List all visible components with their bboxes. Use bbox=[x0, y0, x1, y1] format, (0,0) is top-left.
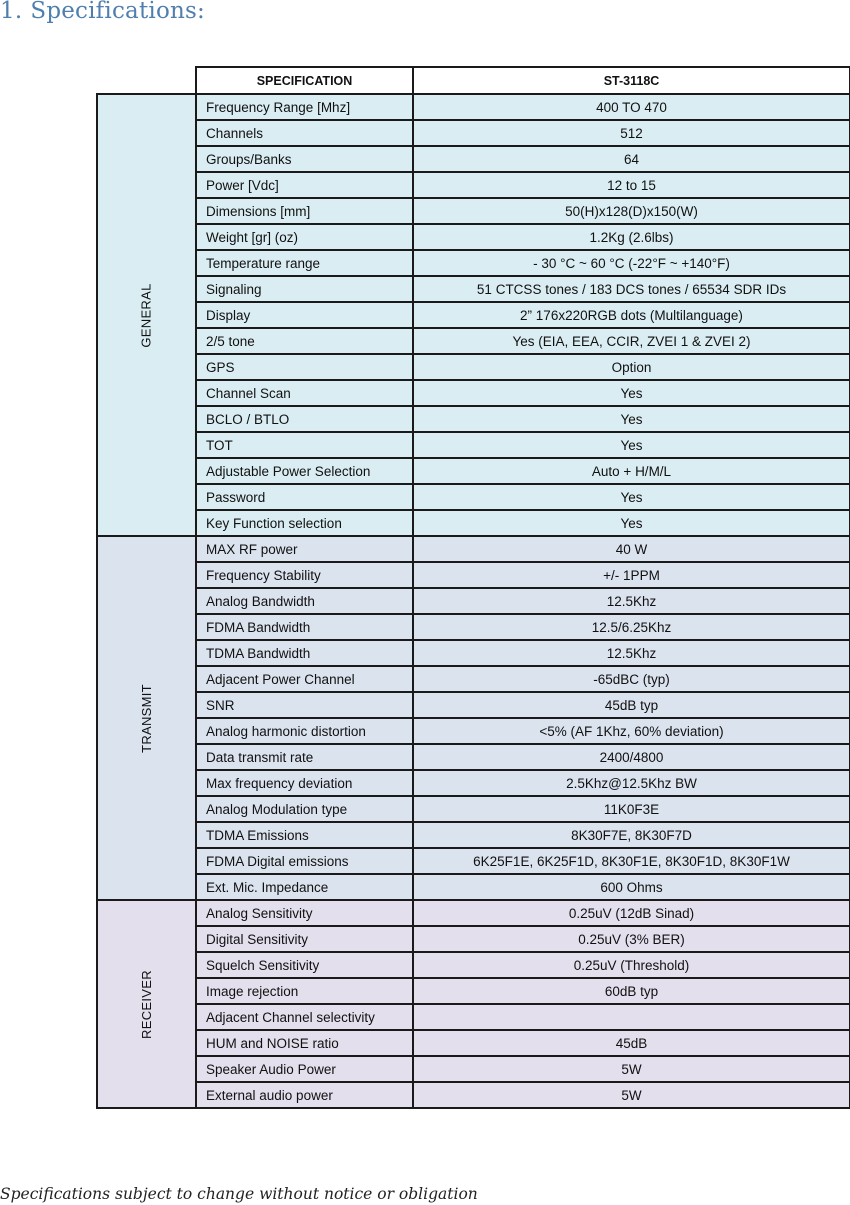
table-row bbox=[97, 952, 850, 978]
spec-value: Option bbox=[413, 354, 850, 380]
footnote: Specifications subject to change without notice or obligation bbox=[0, 1185, 478, 1203]
spec-value: 400 TO 470 bbox=[413, 94, 850, 120]
spec-label: TDMA Emissions bbox=[196, 822, 413, 848]
table-row bbox=[97, 562, 850, 588]
spec-label: Image rejection bbox=[196, 978, 413, 1004]
heading-number: 1. bbox=[0, 0, 23, 24]
table-row bbox=[97, 692, 850, 718]
spec-value: 1.2Kg (2.6lbs) bbox=[413, 224, 850, 250]
header-blank-cell bbox=[97, 67, 196, 94]
spec-value: - 30 °C ~ 60 °C (-22°F ~ +140°F) bbox=[413, 250, 850, 276]
spec-label: Password bbox=[196, 484, 413, 510]
spec-value: 12.5Khz bbox=[413, 588, 850, 614]
spec-value: +/- 1PPM bbox=[413, 562, 850, 588]
group-label-receiver: RECEIVER bbox=[139, 969, 154, 1039]
spec-label: Groups/Banks bbox=[196, 146, 413, 172]
spec-value: Auto + H/M/L bbox=[413, 458, 850, 484]
spec-label: Power [Vdc] bbox=[196, 172, 413, 198]
table-row bbox=[97, 588, 850, 614]
spec-value: 600 Ohms bbox=[413, 874, 850, 900]
spec-label: External audio power bbox=[196, 1082, 413, 1108]
table-row bbox=[97, 172, 850, 198]
spec-value: 12 to 15 bbox=[413, 172, 850, 198]
table-row bbox=[97, 1056, 850, 1082]
spec-label: Adjacent Channel selectivity bbox=[196, 1004, 413, 1030]
table-row bbox=[97, 1030, 850, 1056]
group-label-general: GENERAL bbox=[138, 282, 154, 348]
table-row bbox=[97, 458, 850, 484]
spec-label: HUM and NOISE ratio bbox=[196, 1030, 413, 1056]
spec-label: Speaker Audio Power bbox=[196, 1056, 413, 1082]
spec-value: 60dB typ bbox=[413, 978, 850, 1004]
table-row bbox=[97, 926, 850, 952]
table-row bbox=[97, 822, 850, 848]
table-row bbox=[97, 484, 850, 510]
header-specification: SPECIFICATION bbox=[196, 67, 413, 94]
specifications-table bbox=[96, 66, 850, 1109]
spec-value: 512 bbox=[413, 120, 850, 146]
table-row bbox=[97, 224, 850, 250]
spec-label: Digital Sensitivity bbox=[196, 926, 413, 952]
spec-value: Yes bbox=[413, 380, 850, 406]
spec-label: Squelch Sensitivity bbox=[196, 952, 413, 978]
spec-value: 2” 176x220RGB dots (Multilanguage) bbox=[413, 302, 850, 328]
spec-label: Adjacent Power Channel bbox=[196, 666, 413, 692]
spec-label: Display bbox=[196, 302, 413, 328]
spec-label: MAX RF power bbox=[196, 536, 413, 562]
spec-label: TOT bbox=[196, 432, 413, 458]
spec-value: 5W bbox=[413, 1056, 850, 1082]
table-row bbox=[97, 250, 850, 276]
spec-label: Signaling bbox=[196, 276, 413, 302]
group-label-transmit: TRANSMIT bbox=[139, 683, 154, 753]
spec-label: Analog Modulation type bbox=[196, 796, 413, 822]
spec-value: 0.25uV (12dB Sinad) bbox=[413, 900, 850, 926]
spec-label: FDMA Digital emissions bbox=[196, 848, 413, 874]
table-row bbox=[97, 146, 850, 172]
table-row bbox=[97, 536, 850, 562]
spec-label: Analog harmonic distortion bbox=[196, 718, 413, 744]
table-row bbox=[97, 328, 850, 354]
header-model: ST-3118C bbox=[413, 67, 850, 94]
spec-value: 2.5Khz@12.5Khz BW bbox=[413, 770, 850, 796]
spec-value: 11K0F3E bbox=[413, 796, 850, 822]
spec-value: 45dB bbox=[413, 1030, 850, 1056]
spec-label: SNR bbox=[196, 692, 413, 718]
table-row bbox=[97, 120, 850, 146]
spec-value: Yes bbox=[413, 432, 850, 458]
spec-value: Yes bbox=[413, 484, 850, 510]
table-row bbox=[97, 718, 850, 744]
table-row bbox=[97, 198, 850, 224]
table-row bbox=[97, 380, 850, 406]
spec-value: 8K30F7E, 8K30F7D bbox=[413, 822, 850, 848]
spec-value: 6K25F1E, 6K25F1D, 8K30F1E, 8K30F1D, 8K30F1W bbox=[413, 848, 850, 874]
spec-label: GPS bbox=[196, 354, 413, 380]
group-label-cell bbox=[97, 900, 196, 1108]
table-row bbox=[97, 276, 850, 302]
spec-label: BCLO / BTLO bbox=[196, 406, 413, 432]
spec-label: Max frequency deviation bbox=[196, 770, 413, 796]
table-row bbox=[97, 1004, 850, 1030]
spec-value: 51 CTCSS tones / 183 DCS tones / 65534 SDR IDs bbox=[413, 276, 850, 302]
spec-value: Yes (EIA, EEA, CCIR, ZVEI 1 & ZVEI 2) bbox=[413, 328, 850, 354]
spec-label: Frequency Range [Mhz] bbox=[196, 94, 413, 120]
spec-value: 40 W bbox=[413, 536, 850, 562]
spec-label: Analog Bandwidth bbox=[196, 588, 413, 614]
table-row bbox=[97, 796, 850, 822]
spec-value: 64 bbox=[413, 146, 850, 172]
table-row bbox=[97, 432, 850, 458]
spec-label: FDMA Bandwidth bbox=[196, 614, 413, 640]
table-row bbox=[97, 770, 850, 796]
spec-value: 50(H)x128(D)x150(W) bbox=[413, 198, 850, 224]
group-label-cell bbox=[97, 94, 196, 536]
table-row bbox=[97, 406, 850, 432]
spec-value: Yes bbox=[413, 510, 850, 536]
table-row bbox=[97, 666, 850, 692]
table-row bbox=[97, 640, 850, 666]
spec-label: Channels bbox=[196, 120, 413, 146]
spec-value: -65dBC (typ) bbox=[413, 666, 850, 692]
table-body bbox=[97, 94, 850, 1108]
table-row bbox=[97, 94, 850, 120]
spec-label: Channel Scan bbox=[196, 380, 413, 406]
spec-value: 12.5/6.25Khz bbox=[413, 614, 850, 640]
spec-label: Dimensions [mm] bbox=[196, 198, 413, 224]
table-row bbox=[97, 744, 850, 770]
table-row bbox=[97, 614, 850, 640]
spec-label: Weight [gr] (oz) bbox=[196, 224, 413, 250]
table-row bbox=[97, 900, 850, 926]
table-row bbox=[97, 302, 850, 328]
spec-label: Temperature range bbox=[196, 250, 413, 276]
table-header-row bbox=[97, 67, 850, 94]
table-row bbox=[97, 354, 850, 380]
spec-value: 5W bbox=[413, 1082, 850, 1108]
spec-value: 2400/4800 bbox=[413, 744, 850, 770]
spec-label: 2/5 tone bbox=[196, 328, 413, 354]
spec-label: Data transmit rate bbox=[196, 744, 413, 770]
spec-label: Key Function selection bbox=[196, 510, 413, 536]
spec-label: TDMA Bandwidth bbox=[196, 640, 413, 666]
table-row bbox=[97, 978, 850, 1004]
spec-label: Frequency Stability bbox=[196, 562, 413, 588]
heading-title: Specifications: bbox=[30, 0, 205, 24]
spec-value: <5% (AF 1Khz, 60% deviation) bbox=[413, 718, 850, 744]
table-row bbox=[97, 848, 850, 874]
spec-label: Analog Sensitivity bbox=[196, 900, 413, 926]
spec-value: 12.5Khz bbox=[413, 640, 850, 666]
spec-value: 0.25uV (Threshold) bbox=[413, 952, 850, 978]
table-row bbox=[97, 874, 850, 900]
page-heading bbox=[0, 0, 205, 24]
spec-value: 45dB typ bbox=[413, 692, 850, 718]
spec-value bbox=[413, 1004, 850, 1030]
table-row bbox=[97, 1082, 850, 1108]
spec-value: Yes bbox=[413, 406, 850, 432]
spec-label: Ext. Mic. Impedance bbox=[196, 874, 413, 900]
spec-label: Adjustable Power Selection bbox=[196, 458, 413, 484]
group-label-cell bbox=[97, 536, 196, 900]
table-row bbox=[97, 510, 850, 536]
spec-value: 0.25uV (3% BER) bbox=[413, 926, 850, 952]
